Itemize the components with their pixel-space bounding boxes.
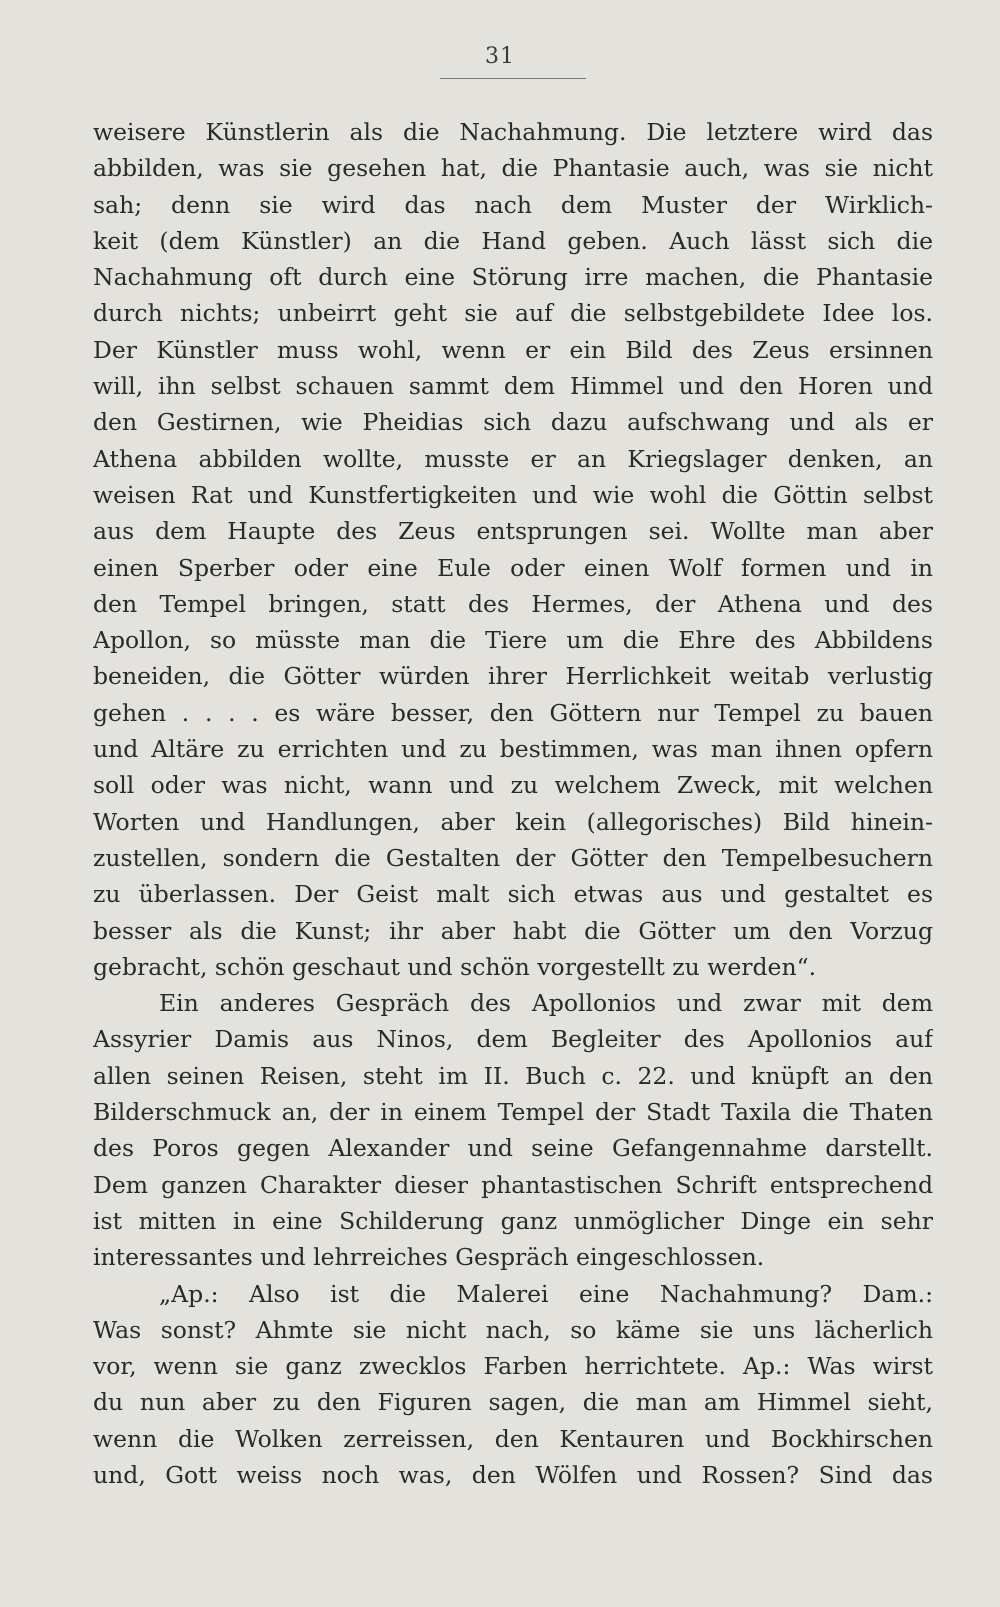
text-line: allen seinen Reisen, steht im II. Buch c. 22. und knüpft an den [93, 1061, 933, 1090]
text-line: abbilden, was sie gesehen hat, die Phantasie auch, was sie nicht [93, 154, 933, 183]
text-line: beneiden, die Götter würden ihrer Herrlichkeit weitab verlustig [93, 662, 933, 691]
text-line: Nachahmung oft durch eine Störung irre machen, die Phantasie [93, 263, 933, 292]
text-line: vor, wenn sie ganz zwecklos Farben herrichtete. Ap.: Was wirst [93, 1352, 933, 1381]
text-line: „Ap.: Also ist die Malerei eine Nachahmung? Dam.: [159, 1279, 933, 1308]
text-line: weisen Rat und Kunstfertigkeiten und wie wohl die Göttin selbst [93, 480, 933, 509]
text-line: durch nichts; unbeirrt geht sie auf die selbstgebildete Idee los. [93, 299, 933, 328]
text-line: den Gestirnen, wie Pheidias sich dazu aufschwang und als er [93, 408, 933, 437]
text-line: Was sonst? Ahmte sie nicht nach, so käme sie uns lächerlich [93, 1315, 933, 1344]
text-line: Assyrier Damis aus Ninos, dem Begleiter des Apollonios auf [93, 1025, 933, 1054]
text-line: Apollon, so müsste man die Tiere um die Ehre des Abbildens [93, 626, 933, 655]
text-line: zu überlassen. Der Geist malt sich etwas aus und gestaltet es [93, 880, 933, 909]
text-line: aus dem Haupte des Zeus entsprungen sei. Wollte man aber [93, 517, 933, 546]
text-line: einen Sperber oder eine Eule oder einen Wolf formen und in [93, 553, 933, 582]
text-line: soll oder was nicht, wann und zu welchem Zweck, mit welchen [93, 771, 933, 800]
text-line: Dem ganzen Charakter dieser phantastischen Schrift entsprechend [93, 1170, 933, 1199]
text-line: und, Gott weiss noch was, den Wölfen und Rossen? Sind das [93, 1460, 933, 1489]
text-line: Bilderschmuck an, der in einem Tempel der Stadt Taxila die Thaten [93, 1098, 933, 1127]
text-line: Worten und Handlungen, aber kein (allegorisches) Bild hinein- [93, 807, 933, 836]
header-rule [440, 78, 586, 79]
text-line: sah; denn sie wird das nach dem Muster der Wirklich- [93, 190, 933, 219]
text-line: Ein anderes Gespräch des Apollonios und zwar mit dem [159, 989, 933, 1018]
text-line: Athena abbilden wollte, musste er an Kriegslager denken, an [93, 444, 933, 473]
text-line: ist mitten in eine Schilderung ganz unmöglicher Dinge ein sehr [93, 1206, 933, 1235]
text-line: will, ihn selbst schauen sammt dem Himmel und den Horen und [93, 372, 933, 401]
page-number: 31 [485, 44, 515, 69]
text-line: gebracht, schön geschaut und schön vorgestellt zu werden“. [93, 952, 817, 981]
text-line: wenn die Wolken zerreissen, den Kentauren und Bockhirschen [93, 1424, 933, 1453]
text-line: weisere Künstlerin als die Nachahmung. Die letztere wird das [93, 118, 933, 146]
text-line: keit (dem Künstler) an die Hand geben. Auch lässt sich die [93, 226, 933, 255]
page-header [0, 44, 1000, 73]
text-line: interessantes und lehrreiches Gespräch eingeschlossen. [93, 1243, 765, 1272]
text-line: gehen . . . . es wäre besser, den Göttern nur Tempel zu bauen [93, 698, 933, 727]
text-line: zustellen, sondern die Gestalten der Götter den Tempelbesuchern [93, 843, 933, 872]
text-line: Der Künstler muss wohl, wenn er ein Bild des Zeus ersinnen [93, 335, 933, 364]
text-line: des Poros gegen Alexander und seine Gefangennahme darstellt. [93, 1134, 933, 1163]
body-text [93, 114, 933, 1493]
text-line: den Tempel bringen, statt des Hermes, der Athena und des [93, 589, 933, 618]
text-line: besser als die Kunst; ihr aber habt die Götter um den Vorzug [93, 916, 933, 945]
text-line: und Altäre zu errichten und zu bestimmen, was man ihnen opfern [93, 735, 933, 764]
text-line: du nun aber zu den Figuren sagen, die man am Himmel sieht, [93, 1388, 933, 1417]
